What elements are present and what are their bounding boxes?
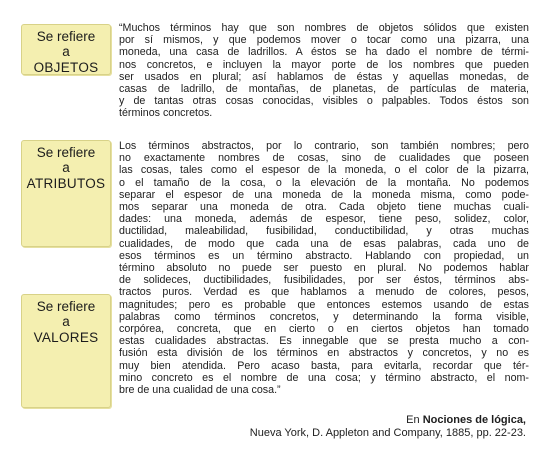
text-line: mino concreto es el nombre de una cosa; y término abstracto, el nom- <box>119 371 529 384</box>
tag-line: OBJETOS <box>33 60 99 75</box>
text-line: por sí mismos, y que podemos mover o tocar como una pizarra, una <box>119 34 529 47</box>
paragraph-objects <box>119 22 529 120</box>
text-line: no exactamente nombres de cosas, sino de cualidades que poseen <box>119 152 529 165</box>
text-line: casas de ladrillo, de montañas, de planetas, de partículas de materia, <box>119 83 529 96</box>
tag-line: a <box>62 314 70 329</box>
text-line: estas cualidades abstractas. Es innegable que se presta mucho a con- <box>119 335 529 348</box>
tag-line: Se refiere <box>36 29 96 44</box>
citation-line-2: Nueva York, D. Appleton and Company, 1885, pp. 22-23. <box>249 427 526 439</box>
tag-line: Se refiere <box>36 145 96 160</box>
tag-valores <box>21 294 111 408</box>
text-line: y de tantas otras cosas conocidas, visibles o palpables. Todos éstos son <box>119 95 529 108</box>
text-line: bre de una cualidad de una cosa.” <box>119 384 281 397</box>
text-line: separar el espesor de una moneda de la moneda misma, como pode- <box>119 188 529 201</box>
tag-objetos <box>21 24 111 75</box>
text-line: “Muchos términos hay que son nombres de objetos sólidos que existen <box>119 22 529 34</box>
citation-line-1 <box>406 414 526 426</box>
text-line: mos separar una moneda de otra. Cada objeto tiene muchas cuali- <box>119 201 529 214</box>
text-line: de solideces, ductibilidades, fusibilidades, por ser éstos, términos abs- <box>119 274 529 287</box>
text-line: corpórea, concreta, que en cierto o en ciertos objetos han tomado <box>119 323 529 336</box>
text-line: magnitudes; pero es probable que entonces estemos usando de estas <box>119 298 529 311</box>
text-line: términos concretos. <box>119 107 213 120</box>
tag-line: VALORES <box>33 330 99 345</box>
text-line: dades: una moneda, además de espesor, tiene peso, solidez, color, <box>119 213 529 226</box>
tag-line: ATRIBUTOS <box>26 176 106 191</box>
text-line: término absoluto no puede ser puesto en plural. No podemos hablar <box>119 262 529 275</box>
tag-line: a <box>62 160 70 175</box>
text-line: las cosas, tales como el espesor de la moneda, o el color de la pizarra, <box>119 164 529 177</box>
text-line: nos concretos, e incluyen la mayor porte de los nombres que pueden <box>119 58 529 71</box>
book-title: Nociones de lógica, <box>422 414 526 426</box>
tag-line: a <box>62 44 70 59</box>
text-line: o el tamaño de la cosa, o la elevación de la montaña. No podemos <box>119 176 529 189</box>
text-line: moneda, una casa de ladrillos. A éstos se ha dado el nombre de térmi- <box>119 46 529 59</box>
text-line: ser usados en plural; así hablamos de éstas y aquellas monedas, de <box>119 70 529 83</box>
tag-atributos <box>21 140 111 247</box>
text-line: Los términos abstractos, por lo contrario, son también nombres; pero <box>119 140 529 152</box>
text-line: cualidades, de modo que cada una de esas palabras, cada uno de <box>119 237 529 250</box>
text-line: palabras como términos concretos, y determinando la forma visible, <box>119 310 529 323</box>
source-citation <box>250 414 526 440</box>
paragraph-attributes <box>119 140 529 396</box>
tag-line: Se refiere <box>36 299 96 314</box>
text-line: fusión esta división de los términos en abstractos y concretos, y no es <box>119 347 529 360</box>
text-line: esos términos es un término abstracto. Hablando con propiedad, un <box>119 249 529 262</box>
text-line: tractos puros. Verdad es que hablamos a menudo de colores, pesos, <box>119 286 529 299</box>
text-line: ductilidad, maleabilidad, fusibilidad, conductibilidad, y otras muchas <box>119 225 529 238</box>
citation-prefix: En <box>406 414 423 426</box>
text-line: muy bien atendida. Pero acaso basta, para evitarla, recordar que tér- <box>119 359 529 372</box>
